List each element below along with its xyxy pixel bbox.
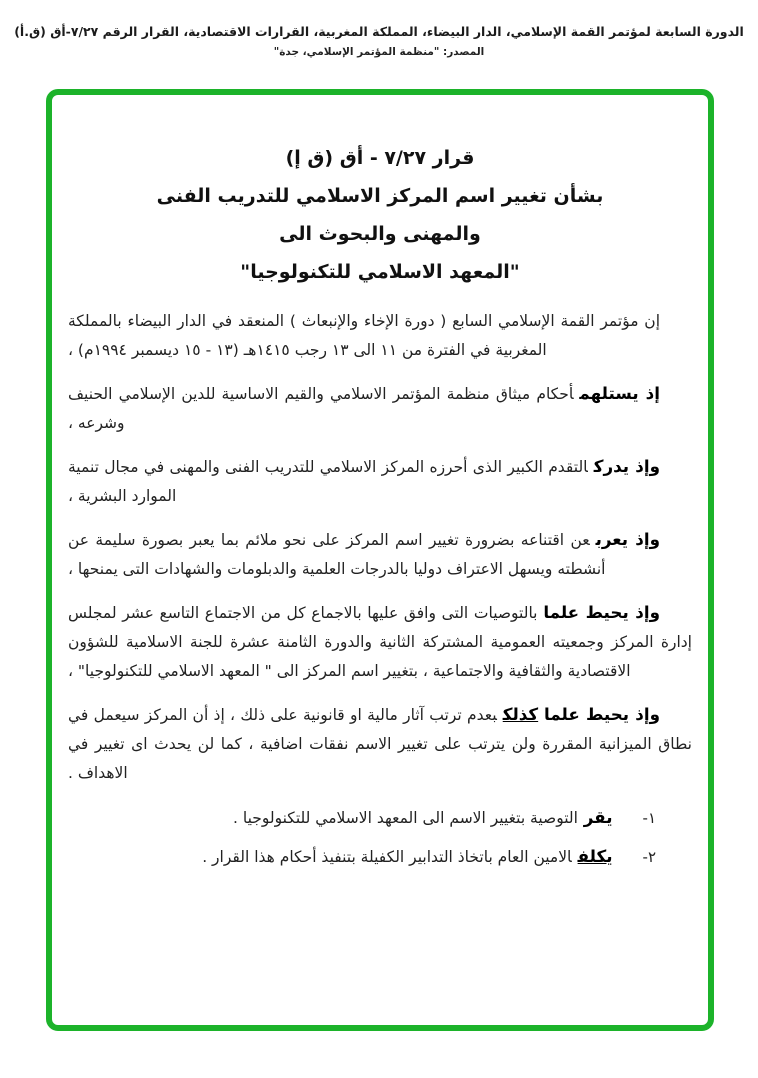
list-item: [68, 802, 656, 833]
paragraph-preamble: [68, 307, 692, 365]
list-item: [68, 841, 656, 872]
document-frame: [46, 89, 714, 1031]
paragraph-text: أحكام ميثاق منظمة المؤتمر الاسلامي والقيم الاساسية للدين الإسلامي الحنيف وشرعه ،: [68, 385, 574, 432]
item-lead: يكلف: [577, 846, 613, 866]
paragraph-taking-note: [68, 598, 692, 686]
paragraph-lead: وإذ يحيط علما: [544, 704, 660, 724]
paragraph-lead-underlined: كذلك: [502, 704, 539, 724]
item-text: التوصية بتغيير الاسم الى المعهد الاسلامي للتكنولوجيا .: [233, 809, 578, 827]
paragraph-text: بالتوصيات التى وافق عليها بالاجماع كل من الاجتماع التاسع عشر لمجلس إدارة المركز وجمعيته العمومية المشتركة الثانية والدورة الثامنة عشرة للجنة الاسلامية للشؤون الاقتصادية والثقافية والاجتماعية ، بتغيير اسم المركز الى " المعهد الاسلامي للتكنولوجيا" ،: [68, 604, 692, 680]
paragraph-recalling: [68, 379, 692, 438]
header-title: الدورة السابعة لمؤتمر القمة الإسلامي، الدار البيضاء، المملكة المغربية، القرارات الاقتصادية، القرار الرقم ٧/٢٧-أق (ق.أ): [14, 24, 744, 39]
paragraph-lead: وإذ يعرب: [595, 529, 660, 549]
resolution-title: [68, 139, 692, 291]
header-source: المصدر: "منظمة المؤتمر الإسلامي، جدة": [273, 46, 485, 58]
item-text: الامين العام باتخاذ التدابير الكفيلة بتنفيذ أحكام هذا القرار .: [202, 848, 572, 866]
resolution-number: قرار ٧/٢٧ - أق (ق إ): [285, 147, 475, 169]
paragraph-text: عن اقتناعه بضرورة تغيير اسم المركز على نحو ملائم بما يعبر بصورة سليمة عن أنشطته ويسهل الاعتراف دوليا بالدرجات العلمية والدبلومات والشهادات التى يمنحها ،: [68, 531, 606, 578]
item-number: ٢-: [642, 848, 656, 866]
item-lead: يقر: [583, 807, 613, 827]
paragraph-expressing: [68, 525, 692, 584]
resolution-new-name: "المعهد الاسلامي للتكنولوجيا": [240, 261, 520, 283]
item-number: ١-: [642, 809, 656, 827]
paragraph-text: التقدم الكبير الذى أحرزه المركز الاسلامي للتدريب الفنى والمهنى في مجال تنمية الموارد البشرية ،: [68, 458, 588, 505]
paragraph-lead: وإذ يدرك: [593, 456, 660, 476]
document-header: [0, 24, 758, 58]
paragraph-lead: وإذ يحيط علما: [543, 602, 660, 622]
paragraph-text: إن مؤتمر القمة الإسلامي السابع ( دورة الإخاء والإنبعاث ) المنعقد في الدار البيضاء بالمملكة المغربية في الفترة من ١١ الى ١٣ رجب ١٤١٥هـ (١٣ - ١٥ ديسمبر ١٩٩٤م) ،: [68, 312, 660, 359]
item-body: [68, 841, 613, 872]
resolution-subject-line1: بشأن تغيير اسم المركز الاسلامي للتدريب الفنى: [156, 185, 604, 207]
operative-items: [68, 802, 692, 872]
paragraph-text: بعدم ترتب آثار مالية او قانونية على ذلك ، إذ أن المركز سيعمل في نطاق الميزانية المقررة ولن يترتب على تغيير الاسم نفقات اضافية ، كما لن يحدث اى تغيير في الاهداف .: [68, 706, 692, 782]
paragraph-recognizing: [68, 452, 692, 511]
paragraph-lead: إذ يستلهم: [579, 383, 660, 403]
resolution-subject-line2: والمهنى والبحوث الى: [279, 223, 481, 245]
paragraph-taking-note-also: [68, 700, 692, 788]
item-body: [68, 802, 613, 833]
